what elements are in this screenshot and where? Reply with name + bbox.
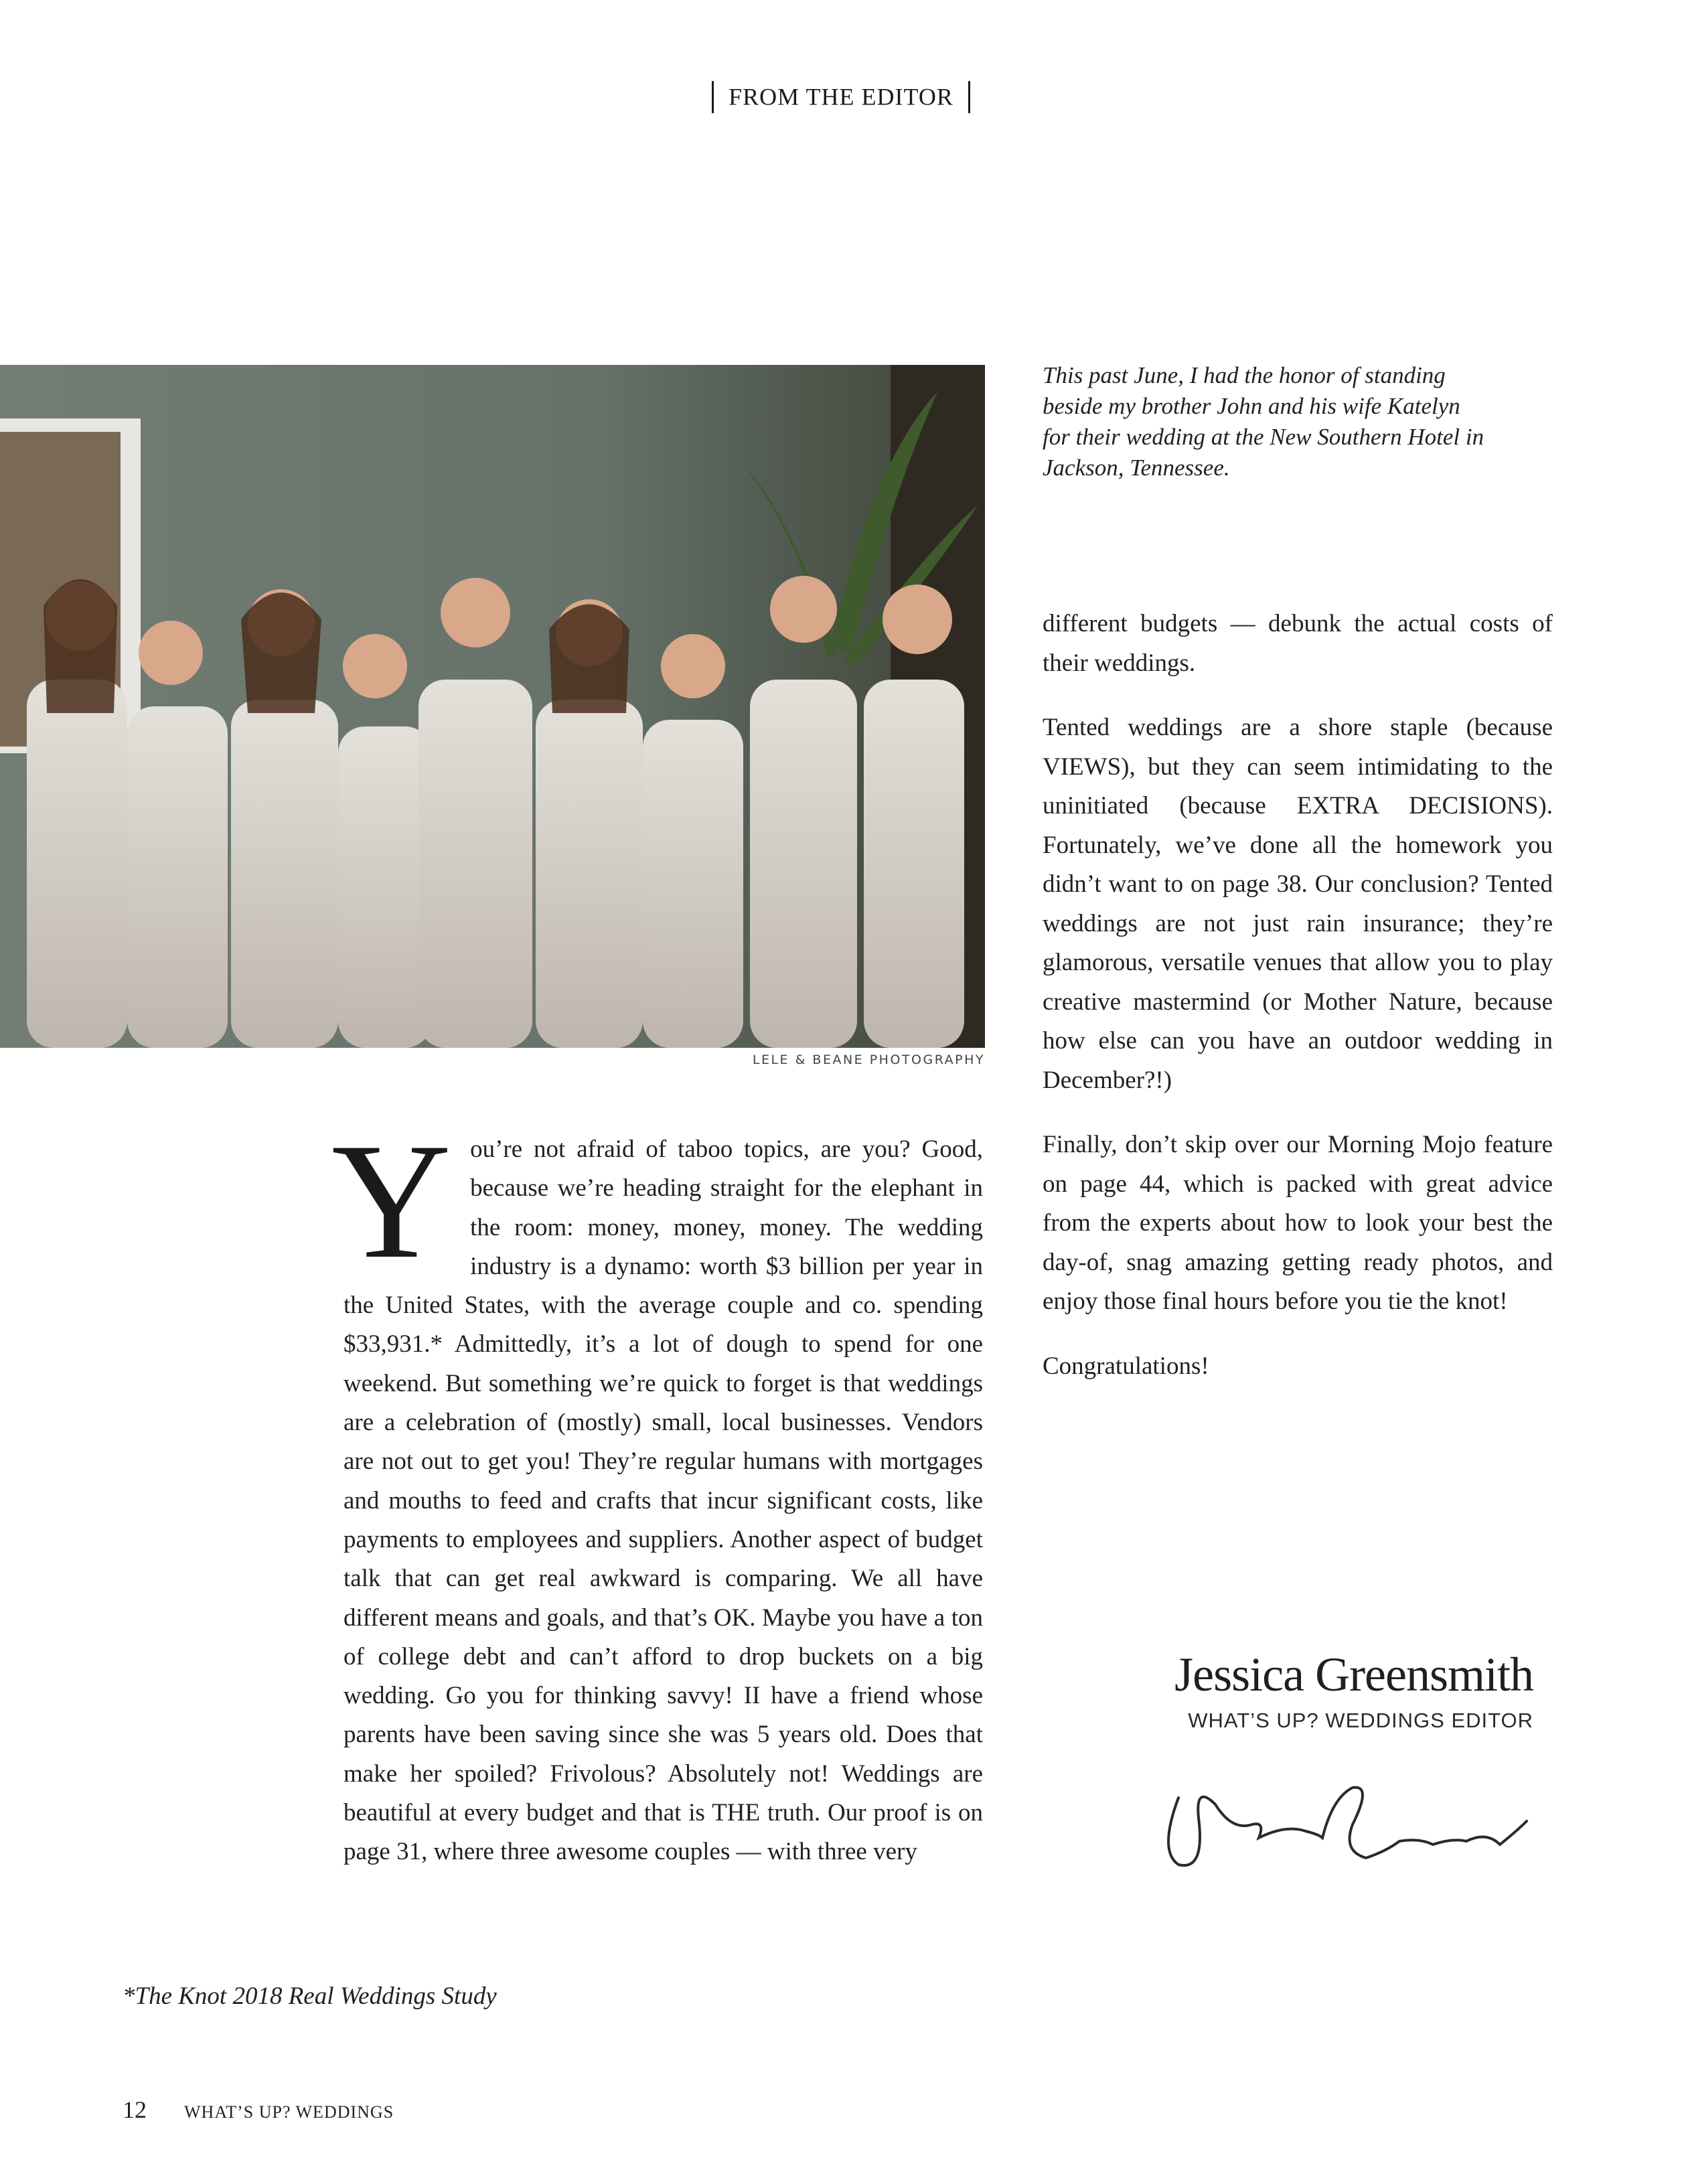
footnote: *The Knot 2018 Real Weddings Study <box>123 1982 497 2010</box>
article-column-left <box>331 1109 983 1872</box>
editor-title: WHAT’S UP? WEDDINGS EDITOR <box>1188 1709 1533 1732</box>
article-column-right <box>1043 605 1553 1411</box>
photo-credit: LELE & BEANE PHOTOGRAPHY <box>752 1052 985 1067</box>
page-number: 12 <box>123 2096 147 2123</box>
photo-illustration <box>0 365 985 1048</box>
editor-name: Jessica Greensmith <box>1174 1648 1533 1701</box>
article-paragraph-tented: Tented weddings are a shore staple (because VIEWS), but they can seem intimidating to the uninitiated (because EXTRA DECISIONS). Fortunately, we’ve done all the homework you didn’t want to on page 38. Our conclusion? Tented weddings are not just rain insurance; they’re glamorous, versatile venues that allow you to play creative mastermind (or Mother Nature, because how else can you have an outdoor wedding in December?!) <box>1043 714 1553 1094</box>
page-footer <box>123 2096 394 2124</box>
article-paragraph-morning-mojo: Finally, don’t skip over our Morning Mojo feature on page 44, which is packed with great advice from the experts about how to look your best the day-of, snag amazing getting ready photos, and enjoy those final hours before you tie the knot! <box>1043 1131 1553 1315</box>
photo-caption: This past June, I had the honor of standing beside my brother John and his wife Katelyn for their wedding at the New Southern Hotel in Jackson, Tennessee. <box>1043 362 1484 481</box>
article-lead-paragraph: ou’re not afraid of taboo topics, are you? Good, because we’re heading straight for the elephant in the room: money, money, money. The wedding industry is a dynamo: worth $3 billion per year in the United States, with the average couple and co. spending $33,931.* Admittedly, it’s a lot of dough to spend for one weekend. But something we’re quick to forget is that weddings are a celebration of (mostly) small, local businesses. Vendors are not out to get you! They’re regular humans with mortgages and mouths to feed and crafts that incur significant costs, like payments to employees and suppliers. Another aspect of budget talk that can get real awkward is comparing. We all have different means and goals, and that’s OK. Maybe you have a ton of college debt and can’t afford to drop buckets on a big wedding. Go you for thinking savvy! II have a friend whose parents have been saving since she was 5 years old. Does that make her spoiled? Frivolous? Absolutely not! Weddings are beautiful at every budget and that is THE truth. Our proof is on page 31, where three awesome couples — with three very <box>343 1136 983 1866</box>
article-paragraph-congratulations: Congratulations! <box>1043 1352 1209 1380</box>
header-rule-right <box>968 81 970 113</box>
bridesmaids-photo <box>0 365 985 1048</box>
handwritten-signature <box>1152 1758 1553 1891</box>
drop-cap: Y <box>331 1109 452 1293</box>
section-header <box>0 80 1682 113</box>
publication-name: WHAT’S UP? WEDDINGS <box>184 2102 394 2122</box>
section-label: FROM THE EDITOR <box>729 83 953 110</box>
header-rule-left <box>712 81 714 113</box>
article-paragraph-continued: different budgets — debunk the actual costs of their weddings. <box>1043 610 1553 677</box>
